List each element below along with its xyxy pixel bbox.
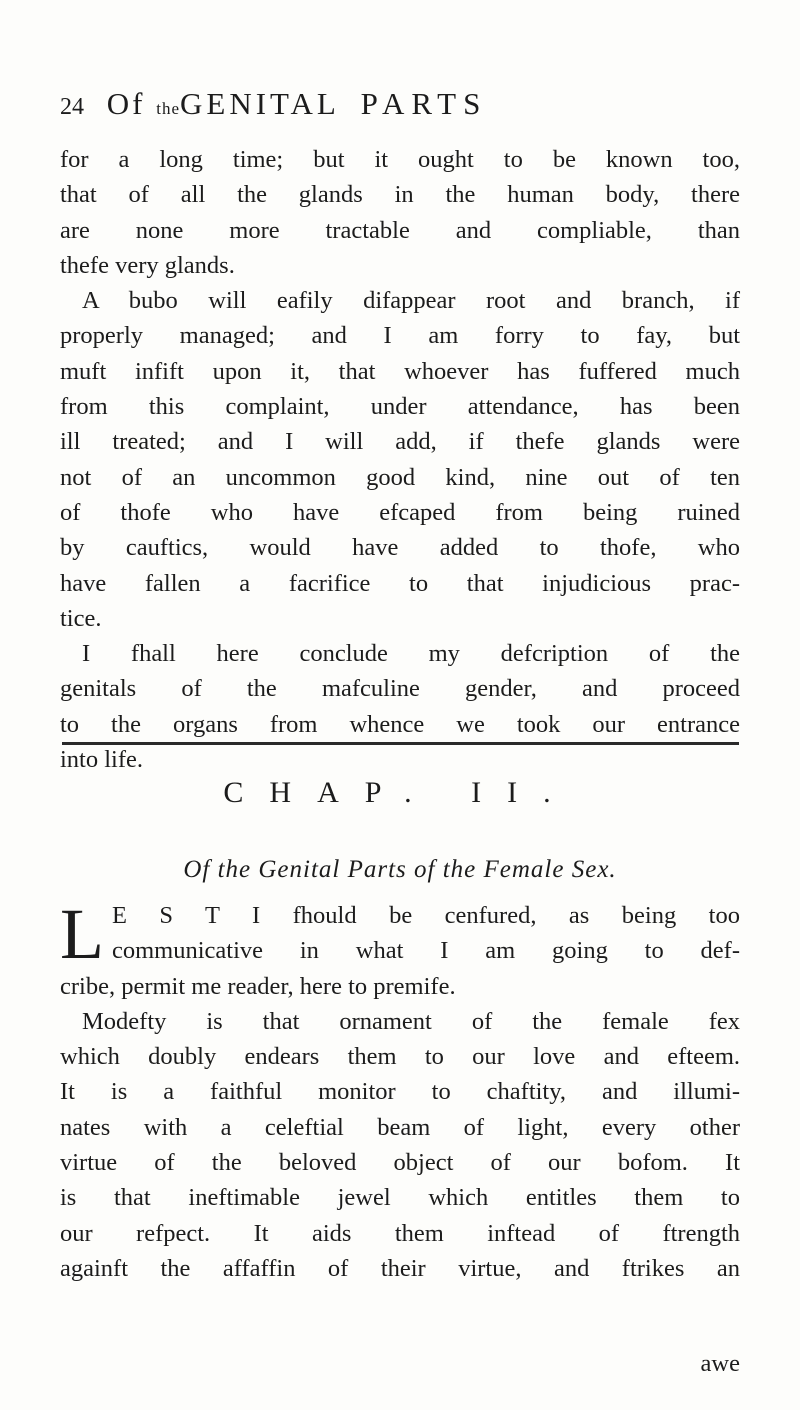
section-divider — [62, 742, 739, 745]
text-line: our refpect. It aids them inftead of ftrength — [60, 1219, 740, 1247]
text-line: muft infift upon it, that whoever has fuffered much — [60, 357, 740, 385]
text-line: that of all the glands in the human body, there — [60, 181, 740, 209]
text-line: communicative in what I am going to def- — [111, 937, 740, 965]
text-line: A bubo will eafily difappear root and branch, if — [82, 287, 740, 315]
body-text-top — [60, 142, 740, 777]
catchword: awe — [700, 1350, 740, 1377]
text-line: not of an uncommon good kind, nine out of ten — [60, 463, 740, 491]
text-line: is that ineftimable jewel which entitles them to — [60, 1184, 740, 1212]
text-line: which doubly endears them to our love and efteem. — [60, 1043, 740, 1071]
body-text-bottom — [60, 894, 740, 1286]
text-line: nates with a celeftial beam of light, every other — [60, 1113, 740, 1141]
running-head-the: the — [156, 99, 180, 118]
running-head — [60, 86, 760, 126]
text-line: properly managed; and I am forry to fay, but — [60, 322, 740, 350]
page-number: 24 — [60, 94, 84, 120]
chapter-heading: CHAP. II. — [223, 776, 577, 809]
text-line: into life. — [60, 746, 144, 774]
text-line: tice. — [60, 604, 102, 632]
text-line: for a long time; but it ought to be known too, — [60, 146, 740, 173]
text-line: to the organs from whence we took our entrance — [60, 710, 740, 738]
text-line: ill treated; and I will add, if thefe glands were — [60, 428, 740, 456]
text-line: I fhall here conclude my defcription of the — [82, 640, 740, 668]
text-line: E S T I fhould be cenfured, as being too — [111, 902, 740, 929]
text-line: cribe, permit me reader, here to premife. — [60, 972, 456, 1000]
running-head-of: Of — [106, 86, 146, 121]
text-line: virtue of the beloved object of our bofom. It — [60, 1149, 740, 1177]
chapter-title: Of the Genital Parts of the Female Sex. — [183, 856, 617, 883]
running-head-genital: GENITAL — [180, 86, 340, 121]
text-line: Modefty is that ornament of the female fex — [82, 1007, 740, 1035]
text-line: It is a faithful monitor to chaftity, and illumi- — [60, 1078, 740, 1106]
drop-cap: L — [60, 894, 104, 974]
text-line: of thofe who have efcaped from being ruined — [60, 498, 740, 526]
text-line: from this complaint, under attendance, has been — [60, 393, 740, 421]
text-line: thefe very glands. — [60, 251, 235, 279]
text-line: againft the affaffin of their virtue, and ftrikes an — [60, 1254, 740, 1282]
text-line: are none more tractable and compliable, than — [60, 216, 740, 244]
running-head-parts: PARTS — [360, 86, 488, 121]
text-line: have fallen a facrifice to that injudicious prac- — [60, 569, 740, 597]
text-line: genitals of the mafculine gender, and proceed — [60, 675, 740, 703]
text-line: by cauftics, would have added to thofe, who — [60, 534, 740, 562]
